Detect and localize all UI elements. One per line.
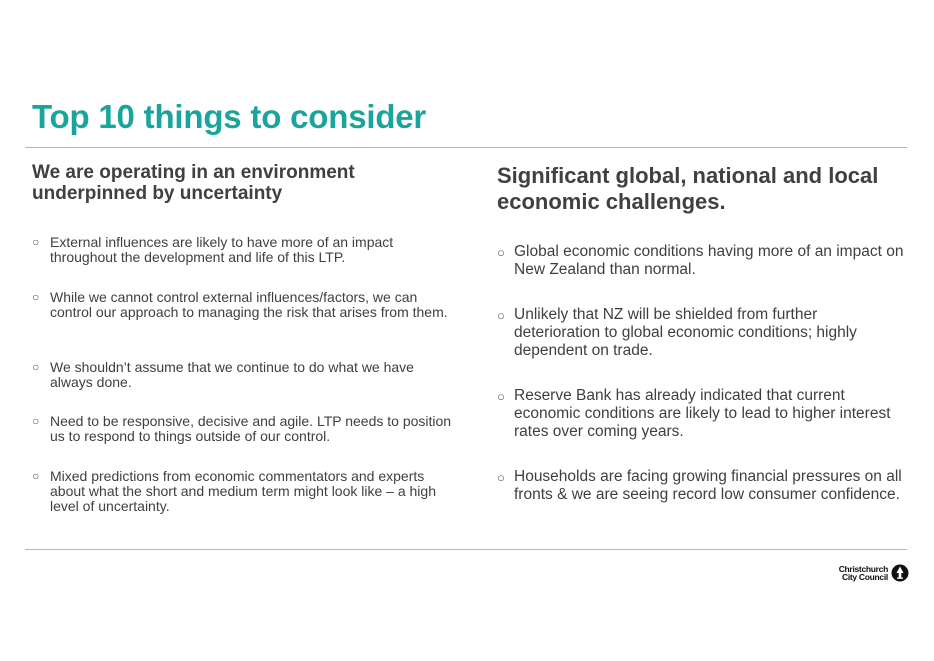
list-item: [32, 414, 452, 444]
bullet-circle-icon: ○: [497, 308, 505, 323]
bullet-circle-icon: ○: [497, 389, 505, 404]
logo-line-2: City Council: [842, 572, 888, 582]
bullet-text: Mixed predictions from economic commentators and experts about what the short and medium term might look like – a high level of uncertainty.: [50, 468, 436, 514]
logo-wordmark: [832, 565, 888, 582]
bullet-text: While we cannot control external influences/factors, we can control our approach to managing the risk that arises from them.: [50, 289, 448, 320]
bullet-text: External influences are likely to have more of an impact throughout the development and life of this LTP.: [50, 234, 394, 265]
bullet-circle-icon: ○: [497, 245, 505, 260]
left-column-heading: We are operating in an environment underpinned by uncertainty: [32, 162, 355, 204]
list-item: [32, 469, 452, 514]
logo-line-1: Christchurch: [838, 563, 888, 574]
bullet-text: Reserve Bank has already indicated that current economic conditions are likely to lead to higher interest rates over coming years.: [514, 387, 891, 440]
bullet-circle-icon: ○: [32, 235, 40, 249]
bullet-text: We shouldn’t assume that we continue to do what we have always done.: [50, 359, 414, 390]
title-divider: [25, 147, 907, 148]
list-item: [497, 468, 907, 504]
bullet-text: Global economic conditions having more of an impact on New Zealand than normal.: [514, 243, 904, 278]
list-item: [497, 243, 907, 279]
list-item: [497, 387, 907, 441]
christchurch-city-council-logo: [832, 564, 910, 582]
bullet-text: Unlikely that NZ will be shielded from further deterioration to global economic conditions; highly dependent on trade.: [514, 306, 857, 359]
bullet-text: Need to be responsive, decisive and agile. LTP needs to position us to respond to things outside of our control.: [50, 413, 452, 444]
list-item: [32, 290, 452, 320]
bullet-circle-icon: ○: [497, 470, 505, 485]
bullet-circle-icon: ○: [32, 290, 40, 304]
cathedral-tree-icon: [891, 564, 909, 582]
slide-title: Top 10 things to consider: [32, 98, 427, 135]
list-item: [32, 235, 452, 265]
bullet-circle-icon: ○: [32, 360, 40, 374]
bullet-circle-icon: ○: [32, 469, 40, 483]
footer-divider: [25, 549, 907, 550]
list-item: [497, 306, 907, 360]
right-column-heading: Significant global, national and local economic challenges.: [497, 163, 879, 214]
bullet-text: Households are facing growing financial pressures on all fronts & we are seeing record low consumer confidence.: [514, 468, 902, 503]
bullet-circle-icon: ○: [32, 414, 40, 428]
list-item: [32, 360, 452, 390]
